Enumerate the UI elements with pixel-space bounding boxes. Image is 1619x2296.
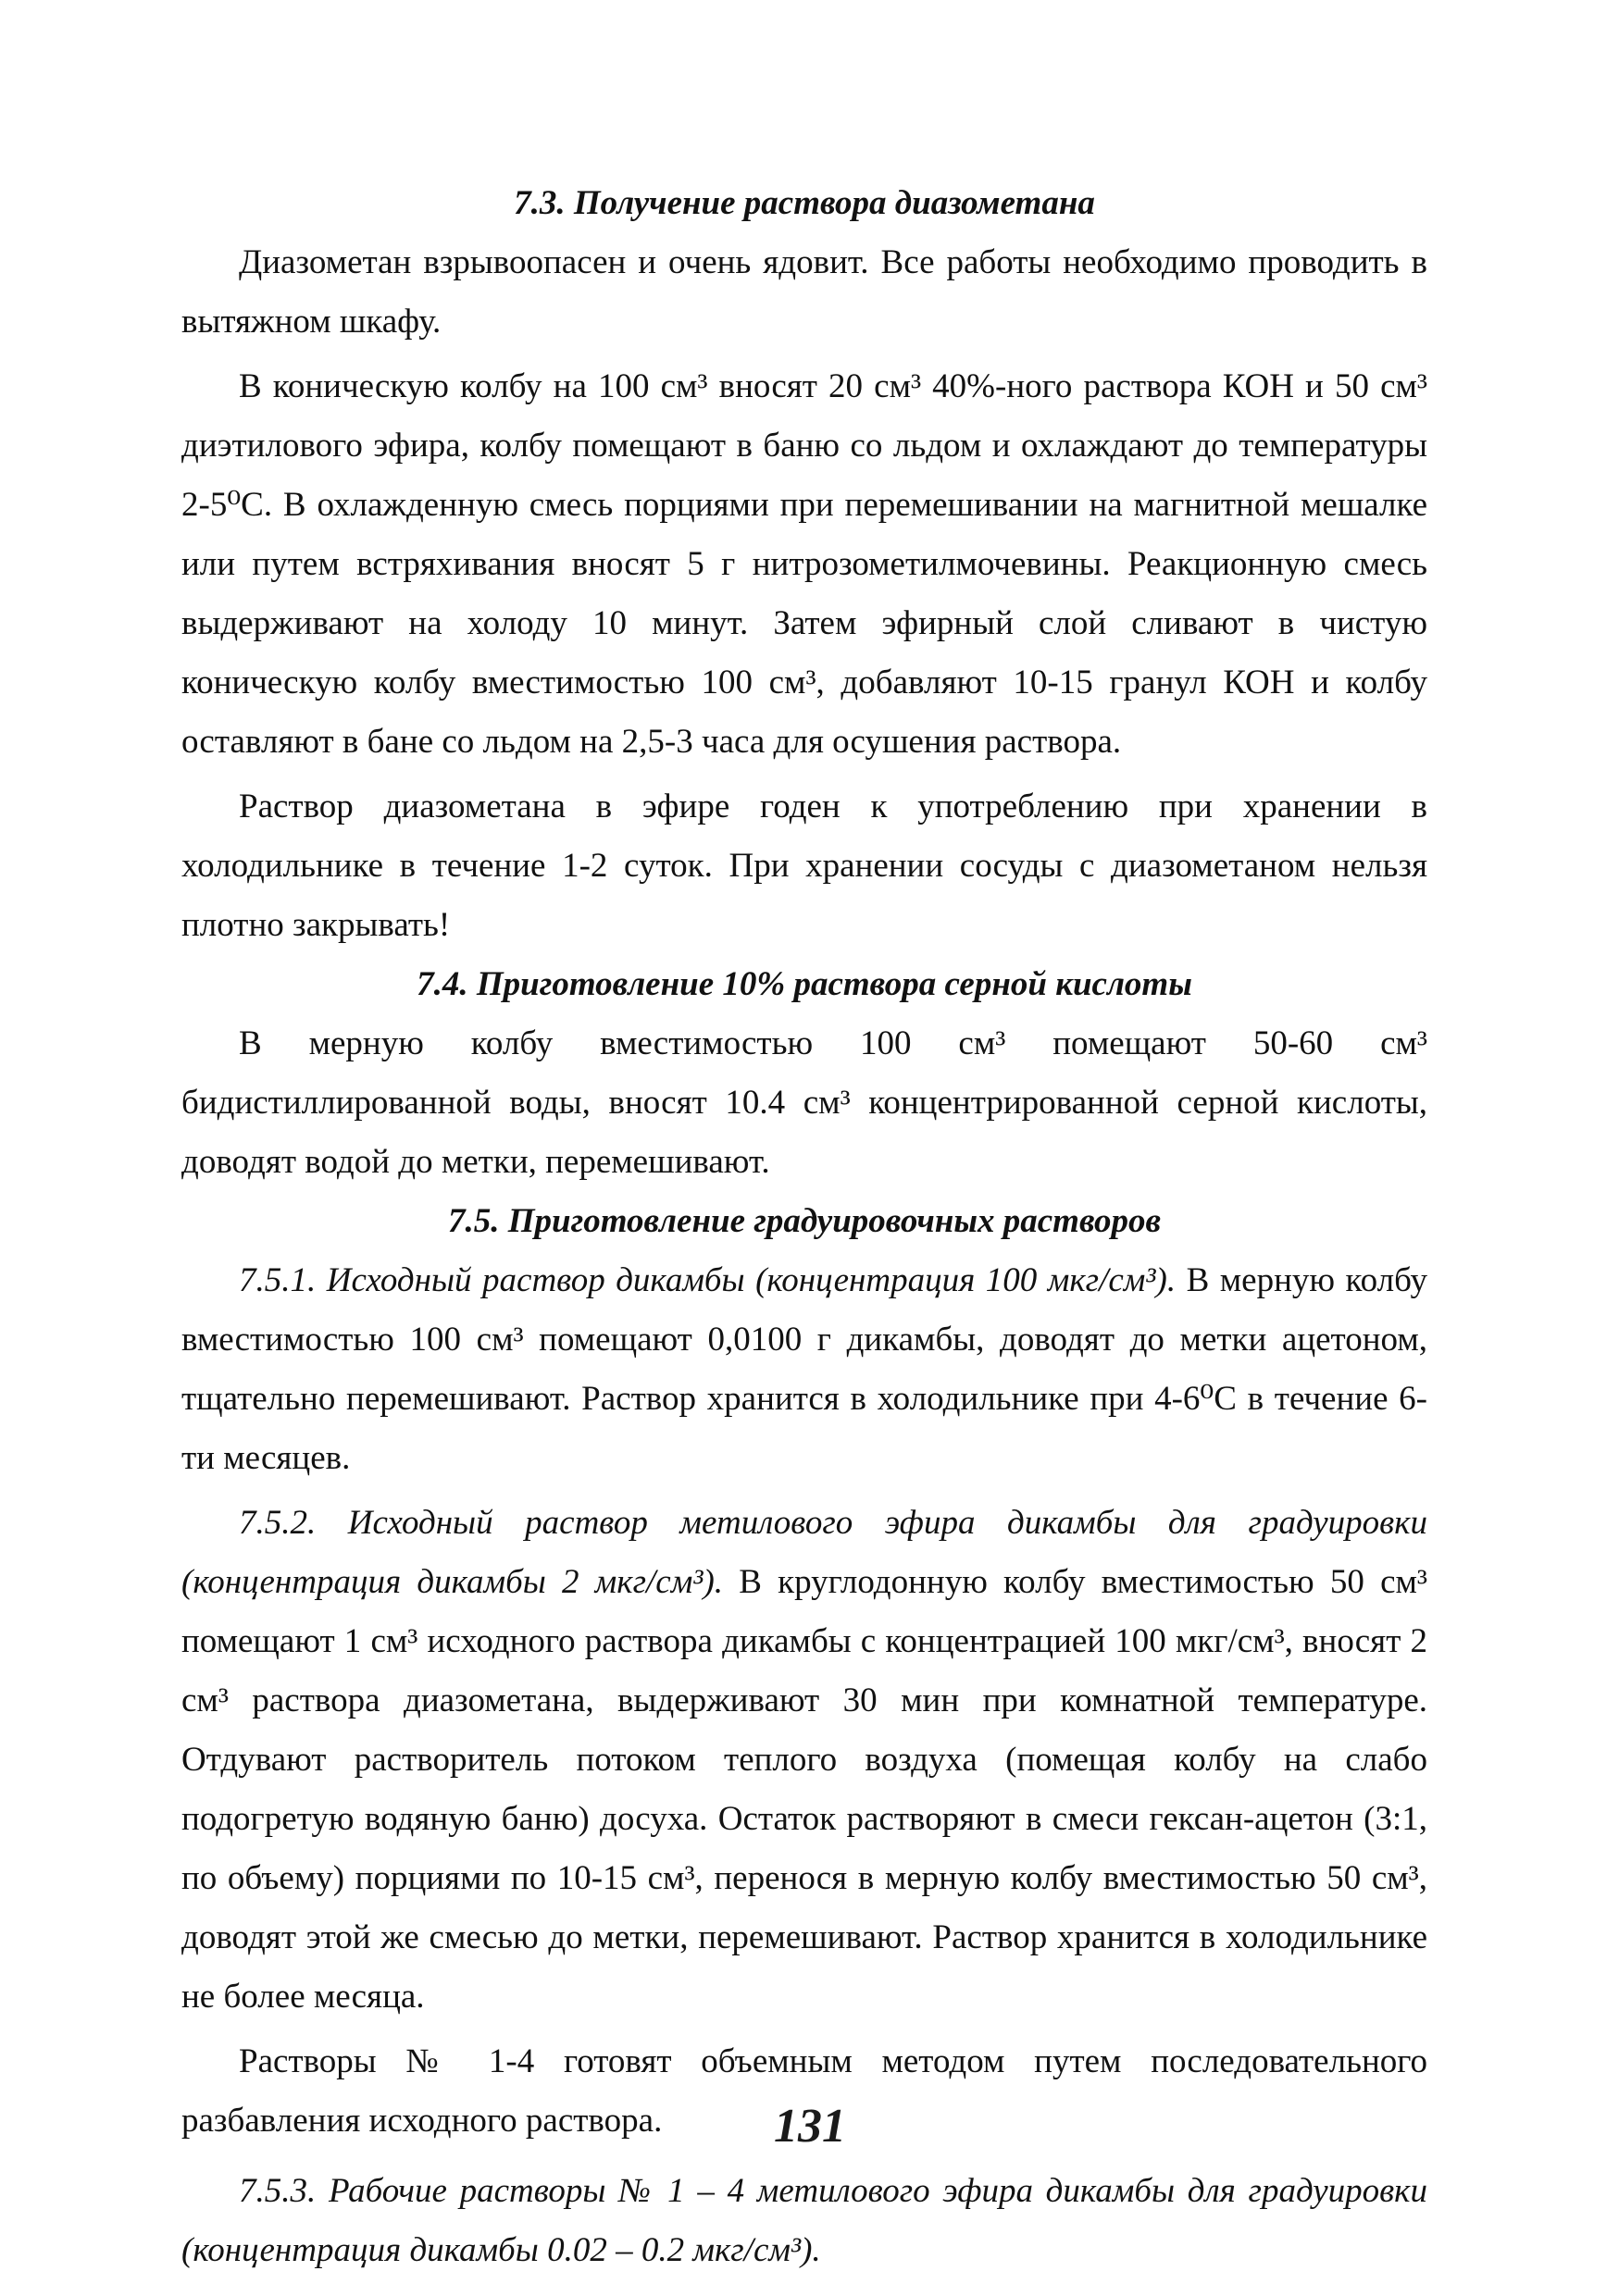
paragraph: В мерную колбу вместимостью 100 см³ помещают 50-60 см³ бидистиллированной воды, вносят 10.4 см³ концентрированной серной кислоты, доводят водой до метки, перемешивают.	[181, 1024, 1427, 1181]
paragraph: В коническую колбу на 100 см³ вносят 20 см³ 40%-ного раствора КОН и 50 см³ диэтилового эфира, колбу помещают в баню со льдом и охлаждают до температуры 2-5⁰С. В охлажденную смесь порциями при перемешивании на магнитной мешалке или путем встряхивания вносят 5 г нитрозометилмочевины. Реакционную смесь выдерживают на холоду 10 минут. Затем эфирный слой сливают в чистую коническую колбу вместимостью 100 см³, добавляют 10-15 гранул КОН и колбу оставляют в бане со льдом на 2,5-3 часа для осушения раствора.	[181, 367, 1427, 761]
subsection-text: В мерную колбу вместимостью 100 см³ помещают 0,0100 г дикамбы, доводят до метки ацетоном, тщательно перемешивают. Раствор хранится в холодильнике при 4-6⁰С в течение 6-ти месяцев.	[181, 1261, 1427, 1477]
paragraph: Раствор диазометана в эфире годен к употреблению при хранении в холодильнике в течение 1-2 суток. При хранении сосуды с диазометаном нельзя плотно закрывать!	[181, 788, 1427, 944]
subsection-7-5-1	[181, 1251, 1427, 1488]
section-heading-7-3: 7.3. Получение раствора диазометана	[514, 184, 1095, 222]
section-heading-7-5: 7.5. Приготовление градуировочных растворов	[447, 1202, 1162, 1240]
paragraph: Диазометан взрывоопасен и очень ядовит. Все работы необходимо проводить в вытяжном шкафу.	[181, 243, 1427, 341]
paragraph: Растворы № 1-4 готовят объемным методом путем последовательного разбавления исходного раствора.	[181, 2042, 1427, 2140]
subsection-text: В круглодонную колбу вместимостью 50 см³ помещают 1 см³ исходного раствора дикамбы с концентрацией 100 мкг/см³, вносят 2 см³ раствора диазометана, выдерживают 30 мин при комнатной температуре. Отдувают растворитель потоком теплого воздуха (помещая колбу на слабо подогретую водяную баню) досуха. Остаток растворяют в смеси гексан-ацетон (3:1, по объему) порциями по 10-15 см³, перенося в мерную колбу вместимостью 50 см³, доводят этой же смесью до метки, перемешивают. Раствор хранится в холодильнике не более месяца.	[181, 1563, 1427, 2016]
section-heading-7-4: 7.4. Приготовление 10% раствора серной кислоты	[417, 965, 1192, 1003]
subsection-7-5-3: 7.5.3. Рабочие растворы № 1 – 4 метилового эфира дикамбы для градуировки (концентрация дикамбы 0.02 – 0.2 мкг/см³).	[181, 2172, 1427, 2269]
subsection-7-5-2	[181, 1494, 1427, 2027]
page-number: 131	[774, 2100, 846, 2153]
document-body	[181, 174, 1427, 2280]
subsection-lead: 7.5.1. Исходный раствор дикамбы (концентрация 100 мкг/см³).	[239, 1261, 1177, 1299]
subsection-lead: 7.5.2. Исходный раствор метилового эфира дикамбы для градуировки (концентрация дикамбы 2 мкг/см³).	[181, 1504, 1427, 1601]
